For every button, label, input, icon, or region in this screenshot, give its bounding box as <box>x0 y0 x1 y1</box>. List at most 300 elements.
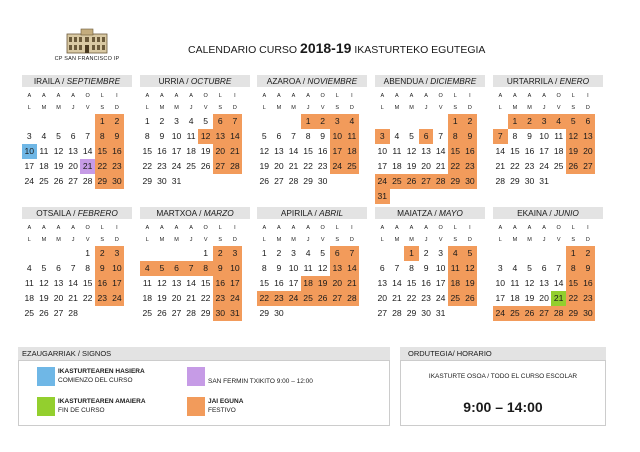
day-cell: 5 <box>463 246 478 261</box>
day-cell: 28 <box>495 176 506 186</box>
weekday-letter: A <box>262 225 267 231</box>
month-name-es: DICIEMBRE <box>430 76 477 86</box>
weekday-letter: A <box>71 225 75 231</box>
day-cell: 29 <box>142 176 153 186</box>
weekday-letter: M <box>174 105 179 111</box>
weekday-letter: I <box>587 93 589 99</box>
schedule-course: IKASTURTE OSOA / TODO EL CURSO ESCOLAR <box>428 373 578 380</box>
day-cell: 26 <box>463 291 478 306</box>
day-cell: 14 <box>392 278 402 288</box>
day-cell: 27 <box>377 308 388 318</box>
empty-cell <box>419 114 434 129</box>
weekday-letter: V <box>438 105 443 111</box>
month-name-separator: / <box>312 208 320 218</box>
weekday-letter: D <box>585 237 590 243</box>
day-cell: 3 <box>110 246 125 261</box>
month-name-es: JUNIO <box>554 208 579 218</box>
day-cell: 11 <box>303 263 313 273</box>
month-grid <box>140 222 250 321</box>
day-cell: 28 <box>288 176 299 186</box>
day-cell: 29 <box>448 174 463 189</box>
empty-cell <box>37 114 52 129</box>
legend-san-fermin <box>187 367 313 386</box>
month-name-separator: / <box>70 208 78 218</box>
month-name-eu: URRIA <box>158 76 184 86</box>
title-suffix: IKASTURTEKO EGUTEGIA <box>354 44 486 56</box>
month-name-es: NOVIEMBRE <box>307 76 358 86</box>
empty-cell <box>404 114 419 129</box>
day-cell: 31 <box>435 308 446 318</box>
day-cell: 25 <box>39 176 49 186</box>
day-cell: 10 <box>435 263 446 273</box>
day-cell: 27 <box>419 174 434 189</box>
day-cell: 18 <box>553 146 564 156</box>
day-cell: 3 <box>375 129 390 144</box>
legend-box <box>18 360 390 426</box>
month-name-eu: URTARRILA <box>506 76 553 86</box>
day-cell: 23 <box>213 291 228 306</box>
weekday-letter: O <box>556 93 561 99</box>
month-enero <box>493 75 603 189</box>
weekday-letter: L <box>498 105 502 111</box>
empty-cell <box>140 246 155 261</box>
weekday-letter: A <box>174 225 179 231</box>
empty-cell <box>66 114 81 129</box>
day-cell: 15 <box>303 146 313 156</box>
day-cell: 22 <box>406 293 417 303</box>
month-noviembre <box>257 75 367 189</box>
day-cell: 12 <box>524 278 535 288</box>
month-name-eu: MARTXOA <box>156 208 197 218</box>
month-abril <box>257 207 367 321</box>
day-cell: 20 <box>53 293 64 303</box>
weekday-letter: A <box>306 93 310 99</box>
day-cell: 4 <box>448 246 463 261</box>
weekday-letter: A <box>71 93 75 99</box>
day-cell: 28 <box>228 159 243 174</box>
weekday-letter: J <box>71 105 75 111</box>
weekday-letter: O <box>438 93 443 99</box>
day-cell: 6 <box>581 114 596 129</box>
day-cell: 12 <box>53 146 64 156</box>
day-cell: 10 <box>171 131 182 141</box>
day-cell: 1 <box>203 248 209 258</box>
day-cell: 31 <box>171 176 182 186</box>
day-cell: 2 <box>276 248 282 258</box>
day-cell: 23 <box>95 291 110 306</box>
day-cell: 24 <box>286 291 301 306</box>
weekday-letter: J <box>542 237 546 243</box>
day-cell: 21 <box>288 161 299 171</box>
day-cell: 22 <box>303 161 313 171</box>
title-prefix: CALENDARIO CURSO <box>188 44 298 56</box>
day-cell: 20 <box>581 144 596 159</box>
weekday-letter: I <box>116 225 118 231</box>
month-diciembre <box>375 75 485 204</box>
month-name-eu: OTSAILA <box>36 208 71 218</box>
day-cell: 16 <box>421 278 431 288</box>
month-grid <box>375 90 485 204</box>
weekday-letter: A <box>145 225 150 231</box>
month-name-separator: / <box>196 208 204 218</box>
legend-swatch-end <box>37 397 55 416</box>
day-cell: 1 <box>566 246 581 261</box>
day-cell: 24 <box>375 174 390 189</box>
day-cell: 8 <box>198 261 213 276</box>
day-cell: 9 <box>110 129 125 144</box>
day-cell: 12 <box>406 146 417 156</box>
day-cell: 7 <box>556 263 562 273</box>
day-cell: 30 <box>157 176 167 186</box>
weekday-letter: O <box>85 225 90 231</box>
day-cell: 14 <box>68 278 78 288</box>
day-cell: 25 <box>345 159 360 174</box>
day-cell: 29 <box>200 308 211 318</box>
weekday-letter: A <box>409 93 414 99</box>
day-cell: 12 <box>198 129 213 144</box>
month-name-es: MAYO <box>438 208 463 218</box>
weekday-letter: M <box>512 237 518 243</box>
day-cell: 19 <box>53 161 64 171</box>
month-septiembre <box>22 75 132 189</box>
weekday-letter: M <box>41 105 47 111</box>
empty-cell <box>375 114 390 129</box>
day-cell: 29 <box>259 308 270 318</box>
day-cell: 31 <box>375 189 390 204</box>
day-cell: 10 <box>288 263 299 273</box>
month-grid <box>257 222 367 321</box>
weekday-letter: V <box>320 237 325 243</box>
day-cell: 28 <box>68 308 78 318</box>
day-cell: 15 <box>82 278 93 288</box>
day-cell: 17 <box>539 146 549 156</box>
legend-holiday <box>187 397 243 416</box>
empty-cell <box>508 246 523 261</box>
day-cell: 13 <box>53 278 64 288</box>
month-grid <box>375 222 485 321</box>
day-cell: 26 <box>315 291 330 306</box>
day-cell: 5 <box>320 248 326 258</box>
day-cell: 29 <box>566 306 581 321</box>
day-cell: 14 <box>553 278 564 288</box>
day-cell: 24 <box>110 291 125 306</box>
day-cell: 28 <box>345 291 360 306</box>
day-cell: 20 <box>213 144 228 159</box>
empty-cell <box>169 246 184 261</box>
day-cell: 5 <box>261 131 267 141</box>
school-building-logo <box>66 28 108 54</box>
weekday-letter: A <box>424 93 428 99</box>
day-cell: 29 <box>510 176 520 186</box>
day-cell: 28 <box>392 308 402 318</box>
day-cell: 19 <box>200 146 211 156</box>
day-cell: 4 <box>394 131 400 141</box>
weekday-letter: M <box>409 105 414 111</box>
day-cell: 9 <box>423 263 429 273</box>
day-cell: 9 <box>581 261 596 276</box>
day-cell: 14 <box>82 146 93 156</box>
day-cell: 2 <box>423 248 429 258</box>
day-cell: 23 <box>272 291 287 306</box>
day-cell: 17 <box>377 161 388 171</box>
day-cell: 26 <box>404 174 419 189</box>
day-cell: 9 <box>463 129 478 144</box>
weekday-letter: M <box>56 105 61 111</box>
day-cell: 14 <box>435 146 446 156</box>
day-cell: 10 <box>110 261 125 276</box>
month-header <box>22 75 132 87</box>
weekday-letter: I <box>351 93 353 99</box>
day-cell: 24 <box>435 293 446 303</box>
day-cell: 9 <box>213 261 228 276</box>
day-cell: 1 <box>95 114 110 129</box>
day-cell: 18 <box>301 276 316 291</box>
empty-cell <box>22 114 37 129</box>
day-cell: 12 <box>259 146 270 156</box>
day-cell: 25 <box>142 308 153 318</box>
day-cell: 16 <box>317 146 328 156</box>
day-cell: 14 <box>186 278 196 288</box>
day-cell: 17 <box>435 278 446 288</box>
weekday-letter: A <box>527 93 532 99</box>
day-cell: 18 <box>142 293 153 303</box>
weekday-letter: O <box>203 225 208 231</box>
day-cell: 30 <box>421 308 431 318</box>
day-cell: 6 <box>169 261 184 276</box>
day-cell: 2 <box>95 246 110 261</box>
weekday-letter: A <box>380 93 385 99</box>
day-cell: 5 <box>566 114 581 129</box>
month-grid <box>493 90 603 189</box>
day-cell: 3 <box>26 131 32 141</box>
day-cell: 17 <box>228 276 243 291</box>
month-grid <box>22 222 132 321</box>
empty-cell <box>272 114 287 129</box>
day-cell: 30 <box>581 306 596 321</box>
day-cell: 9 <box>159 131 165 141</box>
day-cell: 5 <box>409 131 414 141</box>
weekday-letter: M <box>174 237 179 243</box>
day-cell: 11 <box>448 261 463 276</box>
day-cell: 9 <box>527 131 532 141</box>
month-mayo <box>375 207 485 321</box>
day-cell: 30 <box>317 176 328 186</box>
day-cell: 16 <box>95 276 110 291</box>
weekday-letter: A <box>174 93 179 99</box>
day-cell: 3 <box>497 263 503 273</box>
day-cell: 31 <box>539 176 549 186</box>
day-cell: 11 <box>392 146 402 156</box>
weekday-letter: M <box>512 105 518 111</box>
month-grid <box>493 222 603 321</box>
month-name-separator: / <box>59 76 67 86</box>
weekday-letter: L <box>100 225 104 231</box>
month-name-separator: / <box>183 76 191 86</box>
day-cell: 27 <box>537 306 552 321</box>
weekday-letter: D <box>349 105 354 111</box>
day-cell: 12 <box>157 278 167 288</box>
day-cell: 11 <box>510 278 520 288</box>
weekday-letter: A <box>395 93 399 99</box>
day-cell: 26 <box>39 308 49 318</box>
legend-course-start <box>37 367 145 386</box>
weekday-letter: S <box>100 105 105 111</box>
weekday-letter: A <box>527 225 532 231</box>
day-cell: 16 <box>581 276 596 291</box>
day-cell: 19 <box>406 161 417 171</box>
day-cell: 3 <box>174 116 179 126</box>
day-cell: 23 <box>524 161 535 171</box>
day-cell: 2 <box>213 246 228 261</box>
weekday-letter: S <box>453 237 458 243</box>
day-cell: 24 <box>539 161 549 171</box>
weekday-letter: L <box>218 225 222 231</box>
weekday-letter: S <box>335 237 340 243</box>
day-cell: 19 <box>524 293 535 303</box>
legend-sf-text: SAN FERMIN TXIKITO 9:00 – 12:00 <box>208 378 313 385</box>
month-grid <box>22 90 132 189</box>
day-cell: 9 <box>95 261 110 276</box>
day-cell: 27 <box>68 176 78 186</box>
month-name-separator: / <box>423 76 431 86</box>
weekday-letter: I <box>234 93 236 99</box>
day-cell: 28 <box>186 308 196 318</box>
day-cell: 12 <box>463 261 478 276</box>
day-cell: 11 <box>345 129 360 144</box>
day-cell: 15 <box>142 146 153 156</box>
day-cell: 26 <box>566 159 581 174</box>
day-cell: 22 <box>82 293 93 303</box>
day-cell: 8 <box>305 131 311 141</box>
month-header <box>140 207 250 219</box>
empty-cell <box>433 114 448 129</box>
day-cell: 8 <box>512 131 518 141</box>
empty-cell <box>522 246 537 261</box>
weekday-letter: I <box>351 225 353 231</box>
day-cell: 20 <box>539 293 549 303</box>
day-cell: 7 <box>345 246 360 261</box>
school-logo <box>52 28 122 62</box>
weekday-letter: L <box>145 105 149 111</box>
weekday-letter: S <box>571 105 576 111</box>
day-cell: 5 <box>56 131 61 141</box>
day-cell: 2 <box>159 116 165 126</box>
empty-cell <box>493 114 508 129</box>
day-cell: 12 <box>566 129 581 144</box>
empty-cell <box>155 246 170 261</box>
weekday-letter: L <box>453 93 457 99</box>
weekday-letter: I <box>234 225 236 231</box>
day-cell: 1 <box>261 248 267 258</box>
weekday-letter: A <box>27 225 32 231</box>
day-cell: 24 <box>330 159 345 174</box>
day-cell: 21 <box>435 161 446 171</box>
day-cell: 5 <box>155 261 170 276</box>
weekday-letter: M <box>56 237 61 243</box>
weekday-letter: M <box>276 105 282 111</box>
weekday-letter: A <box>498 225 503 231</box>
day-cell: 8 <box>144 131 150 141</box>
day-cell: 24 <box>171 161 182 171</box>
month-header <box>493 207 603 219</box>
weekday-letter: A <box>542 93 546 99</box>
day-cell: 6 <box>541 263 547 273</box>
empty-cell <box>184 246 199 261</box>
weekday-letter: L <box>27 105 31 111</box>
weekday-letter: O <box>320 93 325 99</box>
day-cell: 23 <box>110 159 125 174</box>
weekday-letter: L <box>571 93 575 99</box>
day-cell: 19 <box>39 293 49 303</box>
day-cell: 2 <box>315 114 330 129</box>
day-cell: 10 <box>495 278 506 288</box>
weekday-letter: A <box>42 225 46 231</box>
day-cell: 2 <box>463 114 478 129</box>
month-name-es: ENERO <box>559 76 590 86</box>
day-cell: 7 <box>493 129 508 144</box>
weekday-letter: A <box>306 225 310 231</box>
day-cell: 26 <box>522 306 537 321</box>
day-cell: 10 <box>539 131 549 141</box>
day-cell: 2 <box>581 246 596 261</box>
weekday-letter: L <box>380 105 384 111</box>
empty-cell <box>286 114 301 129</box>
schedule-heading: ORDUTEGIA/ HORARIO <box>400 347 606 360</box>
weekday-letter: J <box>189 237 193 243</box>
weekday-letter: O <box>556 225 561 231</box>
day-cell: 25 <box>448 291 463 306</box>
day-cell: 1 <box>448 114 463 129</box>
weekday-letter: V <box>85 105 90 111</box>
empty-cell <box>551 246 566 261</box>
weekday-letter: I <box>469 225 471 231</box>
day-cell: 21 <box>68 293 78 303</box>
month-name-es: OCTUBRE <box>190 76 232 86</box>
day-cell: 20 <box>171 293 182 303</box>
day-cell: 9 <box>276 263 282 273</box>
day-cell: 13 <box>330 261 345 276</box>
day-cell: 29 <box>303 176 313 186</box>
title-year: 2018-19 <box>300 40 352 56</box>
day-cell: 22 <box>200 293 211 303</box>
weekday-letter: D <box>467 237 472 243</box>
day-cell: 7 <box>70 263 76 273</box>
month-name-es: SEPTIEMBRE <box>66 76 121 86</box>
day-cell: 11 <box>39 146 49 156</box>
weekday-letter: L <box>498 237 502 243</box>
day-cell: 20 <box>68 161 78 171</box>
day-cell: 8 <box>566 261 581 276</box>
weekday-letter: O <box>438 225 443 231</box>
day-cell: 13 <box>213 129 228 144</box>
day-cell: 23 <box>463 159 478 174</box>
weekday-letter: J <box>542 105 546 111</box>
day-cell: 27 <box>171 308 182 318</box>
day-cell: 25 <box>301 291 316 306</box>
weekday-letter: D <box>467 105 472 111</box>
weekday-letter: D <box>585 105 590 111</box>
empty-cell <box>493 246 508 261</box>
day-cell: 6 <box>56 263 61 273</box>
day-cell: 28 <box>551 306 566 321</box>
day-cell: 27 <box>213 159 228 174</box>
month-name-es: ABRIL <box>319 208 344 218</box>
day-cell: 4 <box>551 114 566 129</box>
day-cell: 24 <box>228 291 243 306</box>
empty-cell <box>390 246 405 261</box>
month-header <box>375 75 485 87</box>
weekday-letter: A <box>160 225 164 231</box>
